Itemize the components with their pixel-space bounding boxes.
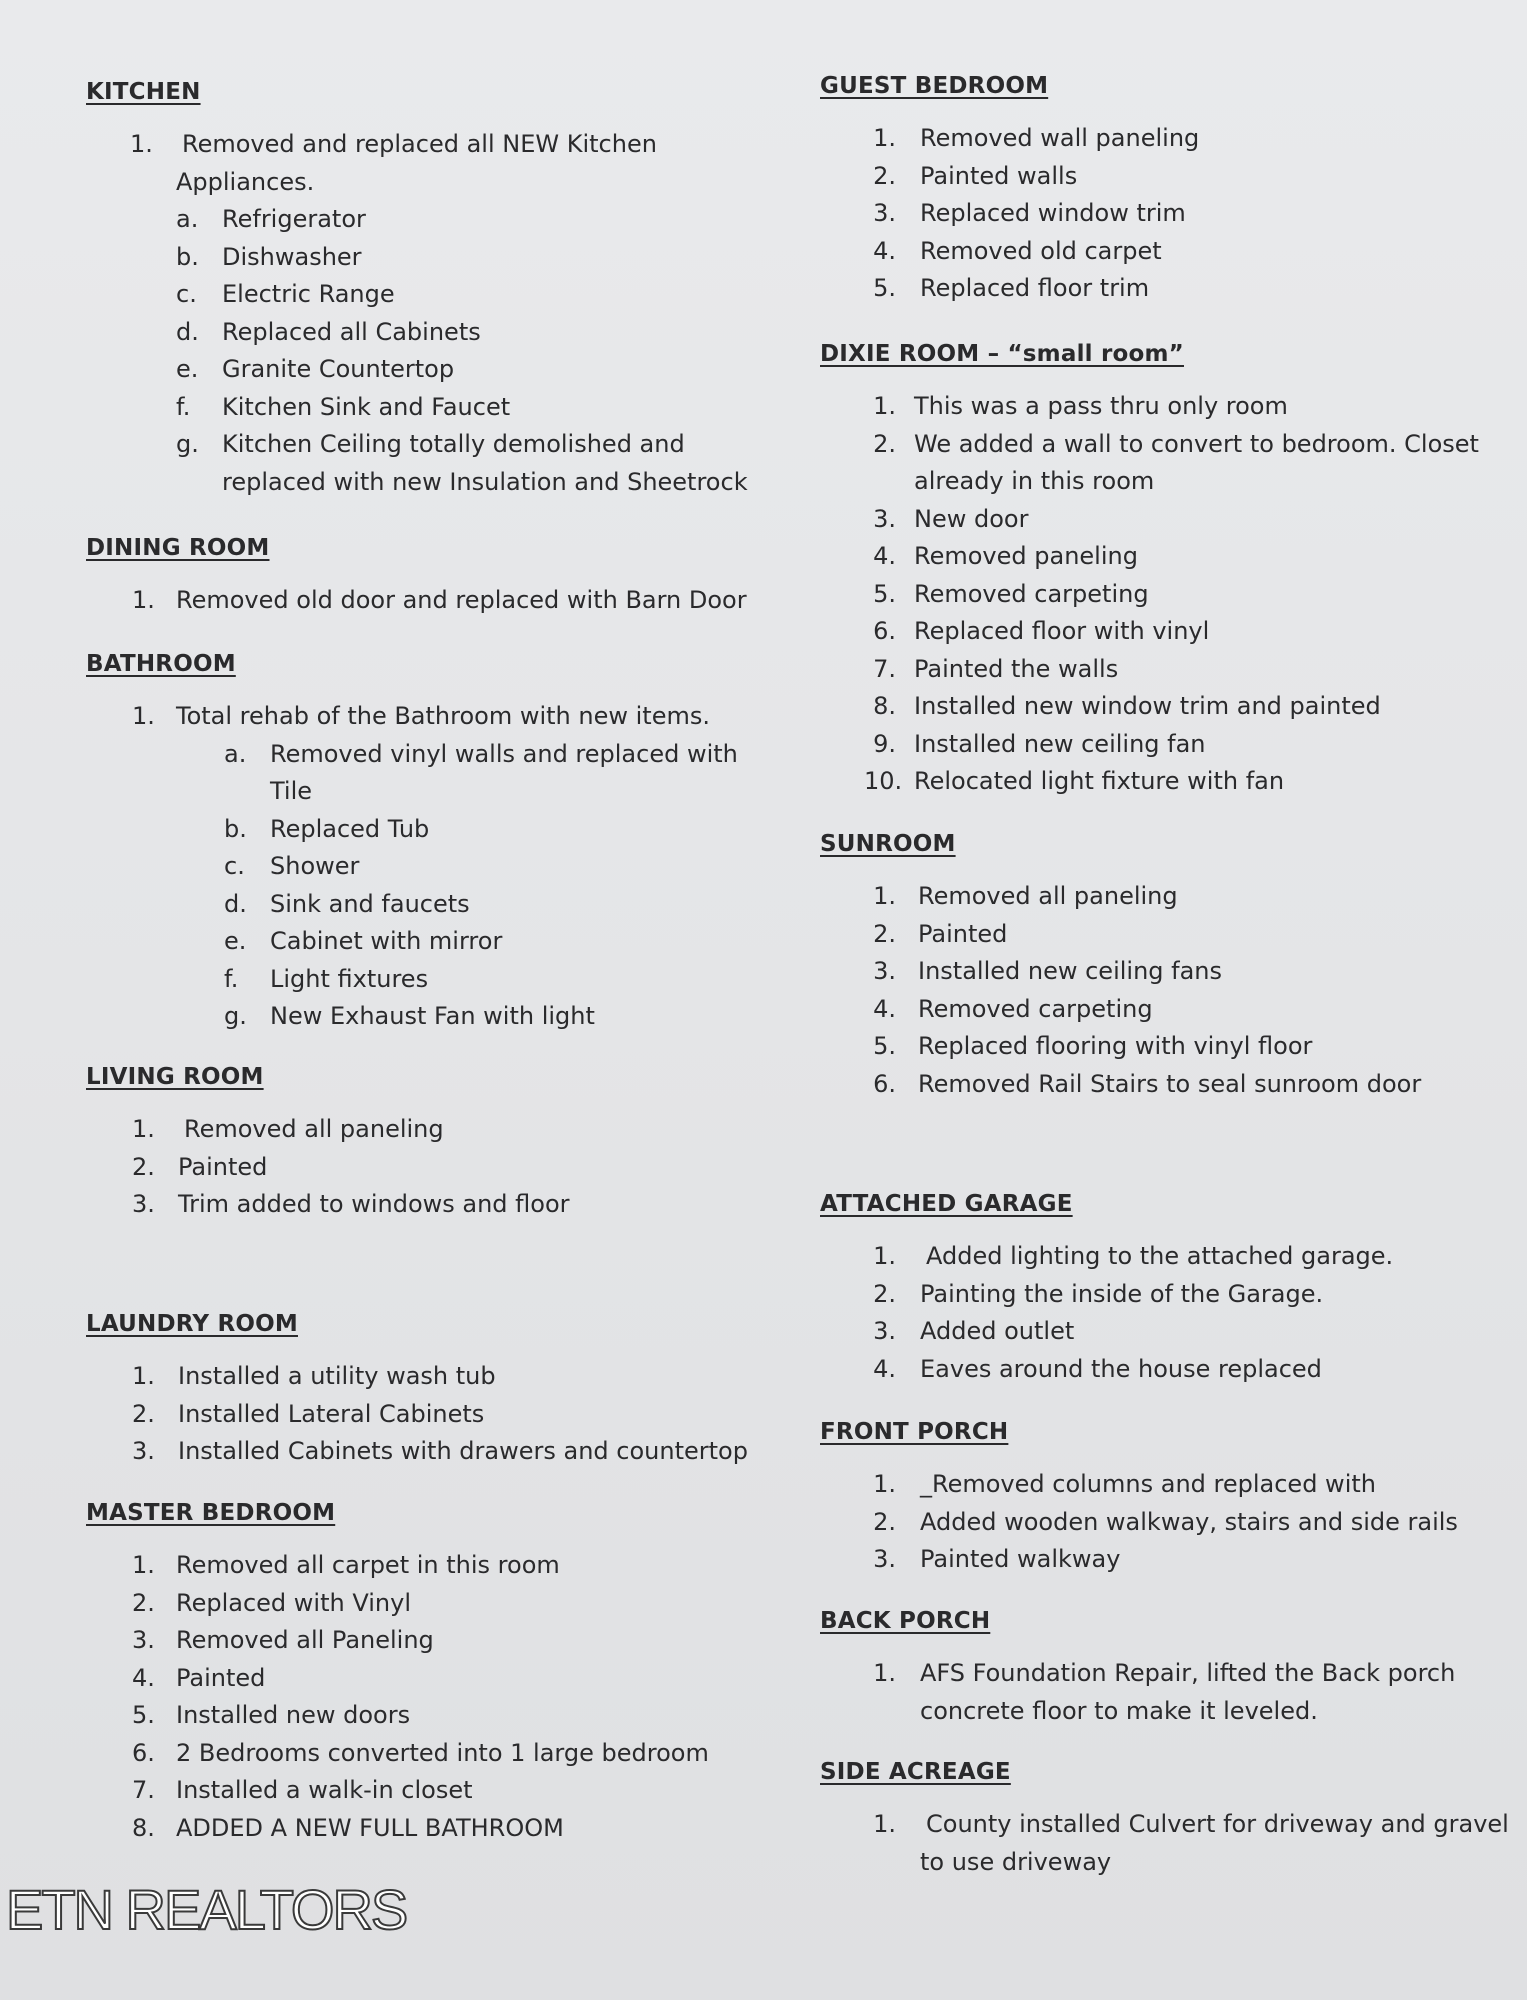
item-text: Painting the inside of the Garage.: [920, 1279, 1324, 1308]
list-item: [864, 688, 1510, 726]
item-text: Refrigerator: [222, 205, 366, 233]
list-item: [132, 698, 786, 736]
item-text: Installed new ceiling fans: [918, 957, 1223, 985]
list-item: [176, 314, 786, 352]
item-number: 1.: [132, 586, 155, 614]
item-number: 4.: [873, 236, 896, 265]
list-item: [872, 1276, 1510, 1314]
list-item: [132, 1772, 786, 1810]
item-text: Painted: [178, 1152, 268, 1181]
item-number: 3.: [873, 199, 896, 227]
list-item: [132, 1547, 786, 1585]
item-text: Painted: [918, 919, 1008, 948]
item-text: Painted: [176, 1663, 266, 1692]
list-item: [132, 1622, 786, 1660]
item-text: Replaced all Cabinets: [222, 317, 481, 346]
section-master-bedroom: [86, 1499, 786, 1847]
item-text: Removed old carpet: [920, 236, 1162, 265]
item-text: Electric Range: [222, 280, 395, 308]
section-front-porch: [820, 1418, 1510, 1579]
item-number: 4.: [873, 994, 896, 1023]
item-number: 1.: [132, 1551, 155, 1579]
item-text: Total rehab of the Bathroom with new items.: [176, 702, 710, 730]
list-item: [864, 576, 1510, 614]
item-text: Added wooden walkway, stairs and side rails: [920, 1507, 1458, 1536]
list-item: [872, 195, 1510, 233]
item-text: Installed a walk-in closet: [176, 1776, 473, 1804]
list-item: [872, 1028, 1510, 1066]
section-laundry-room: [86, 1310, 786, 1471]
item-list: [130, 126, 786, 201]
item-text: ADDED A NEW FULL BATHROOM: [176, 1813, 564, 1842]
item-text: Removed and replaced all NEW Kitchen: [182, 130, 657, 158]
item-text: Cabinet with mirror: [270, 927, 503, 955]
list-item: [224, 961, 786, 999]
item-text: Removed all carpet in this room: [176, 1551, 560, 1579]
item-text-continued: Tile: [270, 777, 313, 805]
item-list: [132, 582, 786, 620]
item-text: Shower: [270, 852, 360, 880]
item-list: [132, 1547, 786, 1847]
item-text: Replaced floor trim: [920, 274, 1150, 302]
item-list: [872, 878, 1510, 1103]
item-letter: g.: [176, 430, 199, 458]
item-text: Removed paneling: [914, 542, 1138, 570]
item-number: 1.: [873, 1659, 896, 1687]
item-number: 1.: [132, 702, 155, 730]
item-number: 10.: [864, 767, 903, 795]
item-text: County installed Culvert for driveway and gravel: [926, 1810, 1509, 1838]
section-attached-garage: [820, 1190, 1510, 1388]
list-item: [872, 991, 1510, 1029]
item-number: 1.: [873, 1810, 896, 1838]
item-text: Light fixtures: [270, 964, 429, 993]
item-list: [872, 1466, 1510, 1579]
sub-item-list: [224, 736, 786, 1036]
item-number: 2.: [873, 1507, 896, 1536]
item-text: Relocated light fixture with fan: [914, 767, 1285, 795]
item-text: 2 Bedrooms converted into 1 large bedroom: [176, 1738, 709, 1767]
item-text: Added lighting to the attached garage.: [926, 1242, 1394, 1270]
section-dining-room: [86, 534, 786, 620]
item-text: Replaced window trim: [920, 199, 1186, 227]
item-text: Removed old door and replaced with Barn Door: [176, 586, 747, 614]
item-text: We added a wall to convert to bedroom. Closet: [914, 429, 1479, 458]
item-number: 6.: [873, 617, 896, 645]
item-number: 9.: [873, 729, 896, 758]
list-item: [864, 501, 1510, 539]
section-guest-bedroom: [820, 72, 1510, 308]
list-item: [224, 886, 786, 924]
section-heading: SIDE ACREAGE: [820, 1759, 1011, 1785]
item-text-continued: already in this room: [914, 467, 1155, 495]
list-item: [132, 1186, 786, 1224]
item-number: 7.: [873, 654, 896, 683]
list-item: [224, 736, 786, 811]
item-letter: a.: [176, 205, 199, 233]
item-text: Painted walkway: [920, 1545, 1121, 1573]
section-heading: LAUNDRY ROOM: [86, 1311, 298, 1337]
list-item: [132, 1660, 786, 1698]
watermark-text: ETN REALTORS: [6, 1878, 407, 1941]
item-text: Added outlet: [920, 1317, 1075, 1345]
item-number: 2.: [873, 161, 896, 190]
list-item: [132, 1810, 786, 1848]
item-list: [872, 120, 1510, 308]
item-text: Painted walls: [920, 161, 1078, 190]
section-heading: FRONT PORCH: [820, 1419, 1009, 1445]
list-item: [224, 811, 786, 849]
item-letter: f.: [176, 392, 191, 421]
item-text: Removed vinyl walls and replaced with: [270, 739, 738, 768]
item-text: AFS Foundation Repair, lifted the Back porch: [920, 1659, 1456, 1687]
item-text-continued: Appliances.: [176, 167, 315, 196]
item-number: 3.: [873, 1317, 896, 1345]
item-text: Replaced floor with vinyl: [914, 617, 1210, 645]
item-text: Installed Lateral Cabinets: [178, 1399, 485, 1428]
item-text: Kitchen Ceiling totally demolished and: [222, 430, 685, 458]
list-item: [224, 923, 786, 961]
item-text: Installed a utility wash tub: [178, 1362, 496, 1390]
item-text: Removed wall paneling: [920, 124, 1200, 152]
list-item: [872, 1066, 1510, 1104]
item-list: [132, 1111, 786, 1224]
list-item: [176, 201, 786, 239]
section-kitchen: [86, 78, 786, 501]
item-number: 1.: [873, 392, 896, 420]
list-item: [872, 1313, 1510, 1351]
item-number: 2.: [873, 1279, 896, 1308]
list-item: [872, 1655, 1510, 1730]
item-number: 1.: [132, 1115, 155, 1143]
list-item: [872, 233, 1510, 271]
item-number: 1.: [873, 882, 896, 910]
item-text: New Exhaust Fan with light: [270, 1002, 595, 1030]
item-letter: d.: [224, 889, 247, 918]
item-letter: f.: [224, 964, 239, 993]
item-text: Removed Rail Stairs to seal sunroom door: [918, 1069, 1422, 1098]
list-item: [132, 1396, 786, 1434]
section-heading: ATTACHED GARAGE: [820, 1191, 1073, 1217]
list-item: [872, 1466, 1510, 1504]
list-item: [176, 426, 786, 501]
item-number: 8.: [132, 1813, 155, 1842]
section-dixie-room: [820, 340, 1510, 801]
list-item: [132, 1358, 786, 1396]
item-text: Removed all paneling: [184, 1115, 444, 1143]
item-text-continued: concrete floor to make it leveled.: [920, 1696, 1318, 1725]
list-item: [872, 878, 1510, 916]
list-item: [872, 120, 1510, 158]
section-bathroom: [86, 650, 786, 1036]
item-list: [872, 1655, 1510, 1730]
item-number: 2.: [873, 429, 896, 458]
section-living-room: [86, 1063, 786, 1224]
item-text: Replaced with Vinyl: [176, 1588, 411, 1617]
section-heading: GUEST BEDROOM: [820, 73, 1049, 99]
item-letter: e.: [224, 927, 247, 955]
item-number: 4.: [873, 1354, 896, 1383]
item-list: [132, 698, 786, 736]
list-item: [872, 1504, 1510, 1542]
list-item: [864, 538, 1510, 576]
item-number: 6.: [132, 1738, 155, 1767]
item-text: Removed all Paneling: [176, 1626, 434, 1654]
section-heading: DIXIE ROOM – “small room”: [820, 341, 1184, 367]
item-number: 3.: [873, 1545, 896, 1573]
item-text: Kitchen Sink and Faucet: [222, 392, 511, 421]
item-text: Installed new window trim and painted: [914, 692, 1381, 720]
item-number: 3.: [132, 1626, 155, 1654]
list-item: [132, 1149, 786, 1187]
list-item: [132, 1111, 786, 1149]
item-number: 3.: [873, 504, 896, 533]
item-number: 1.: [130, 130, 153, 158]
item-number: 3.: [132, 1190, 155, 1218]
item-letter: c.: [224, 852, 245, 880]
item-number: 1.: [873, 1470, 896, 1498]
item-number: 5.: [132, 1701, 155, 1729]
item-number: 4.: [132, 1663, 155, 1692]
item-number: 5.: [873, 274, 896, 302]
item-text: New door: [914, 504, 1029, 533]
item-letter: g.: [224, 1002, 247, 1030]
item-text: _Removed columns and replaced with: [920, 1470, 1376, 1498]
section-heading: DINING ROOM: [86, 535, 270, 561]
list-item: [872, 1238, 1510, 1276]
list-item: [132, 1433, 786, 1471]
sub-item-list: [176, 201, 786, 501]
item-text: Installed Cabinets with drawers and countertop: [178, 1437, 748, 1465]
item-list: [872, 1806, 1510, 1881]
item-number: 2.: [132, 1399, 155, 1428]
item-text: Sink and faucets: [270, 889, 470, 918]
item-letter: c.: [176, 280, 197, 308]
list-item: [872, 1351, 1510, 1389]
section-heading: KITCHEN: [86, 79, 201, 105]
list-item: [224, 848, 786, 886]
list-item: [132, 1735, 786, 1773]
section-heading: BATHROOM: [86, 651, 236, 677]
item-text-continued: to use driveway: [920, 1847, 1112, 1876]
list-item: [864, 613, 1510, 651]
list-item: [872, 270, 1510, 308]
item-list: [132, 1358, 786, 1471]
item-text-continued: replaced with new Insulation and Sheetrock: [222, 467, 748, 496]
list-item: [864, 651, 1510, 689]
section-heading: LIVING ROOM: [86, 1064, 264, 1090]
item-text: Granite Countertop: [222, 355, 455, 383]
item-text: This was a pass thru only room: [914, 392, 1288, 420]
list-item: [224, 998, 786, 1036]
list-item: [864, 388, 1510, 426]
list-item: [872, 916, 1510, 954]
item-text: Painted the walls: [914, 654, 1119, 683]
item-text: Removed all paneling: [918, 882, 1178, 910]
item-number: 2.: [132, 1152, 155, 1181]
section-heading: BACK PORCH: [820, 1608, 991, 1634]
item-number: 4.: [873, 542, 896, 570]
list-item: [132, 582, 786, 620]
list-item: [130, 126, 786, 201]
item-number: 8.: [873, 692, 896, 720]
list-item: [872, 1541, 1510, 1579]
item-number: 3.: [132, 1437, 155, 1465]
item-letter: d.: [176, 317, 199, 346]
item-text: Removed carpeting: [914, 579, 1149, 608]
item-text: Trim added to windows and floor: [178, 1190, 570, 1218]
list-item: [872, 953, 1510, 991]
item-number: 2.: [132, 1588, 155, 1617]
item-letter: e.: [176, 355, 199, 383]
list-item: [864, 763, 1510, 801]
section-back-porch: [820, 1607, 1510, 1730]
list-item: [176, 276, 786, 314]
item-number: 5.: [873, 1032, 896, 1060]
item-list: [872, 1238, 1510, 1388]
list-item: [872, 1806, 1510, 1881]
item-number: 1.: [873, 124, 896, 152]
list-item: [864, 426, 1510, 501]
list-item: [132, 1697, 786, 1735]
item-number: 3.: [873, 957, 896, 985]
list-item: [176, 389, 786, 427]
item-letter: b.: [176, 242, 199, 271]
list-item: [872, 158, 1510, 196]
item-letter: a.: [224, 739, 247, 768]
list-item: [176, 239, 786, 277]
item-text: Dishwasher: [222, 242, 362, 271]
item-text: Installed new ceiling fan: [914, 729, 1206, 758]
item-letter: b.: [224, 814, 247, 843]
section-heading: SUNROOM: [820, 831, 956, 857]
item-number: 7.: [132, 1776, 155, 1804]
item-text: Replaced Tub: [270, 814, 430, 843]
item-number: 6.: [873, 1069, 896, 1098]
item-number: 5.: [873, 579, 896, 608]
section-heading: MASTER BEDROOM: [86, 1500, 336, 1526]
item-number: 2.: [873, 919, 896, 948]
item-text: Installed new doors: [176, 1701, 411, 1729]
item-number: 1.: [873, 1242, 896, 1270]
list-item: [864, 726, 1510, 764]
item-number: 1.: [132, 1362, 155, 1390]
list-item: [176, 351, 786, 389]
item-text: Removed carpeting: [918, 994, 1153, 1023]
list-item: [132, 1585, 786, 1623]
item-list: [864, 388, 1510, 801]
item-text: Replaced flooring with vinyl floor: [918, 1032, 1313, 1060]
section-side-acreage: [820, 1758, 1510, 1881]
section-sunroom: [820, 830, 1510, 1103]
item-text: Eaves around the house replaced: [920, 1354, 1322, 1383]
